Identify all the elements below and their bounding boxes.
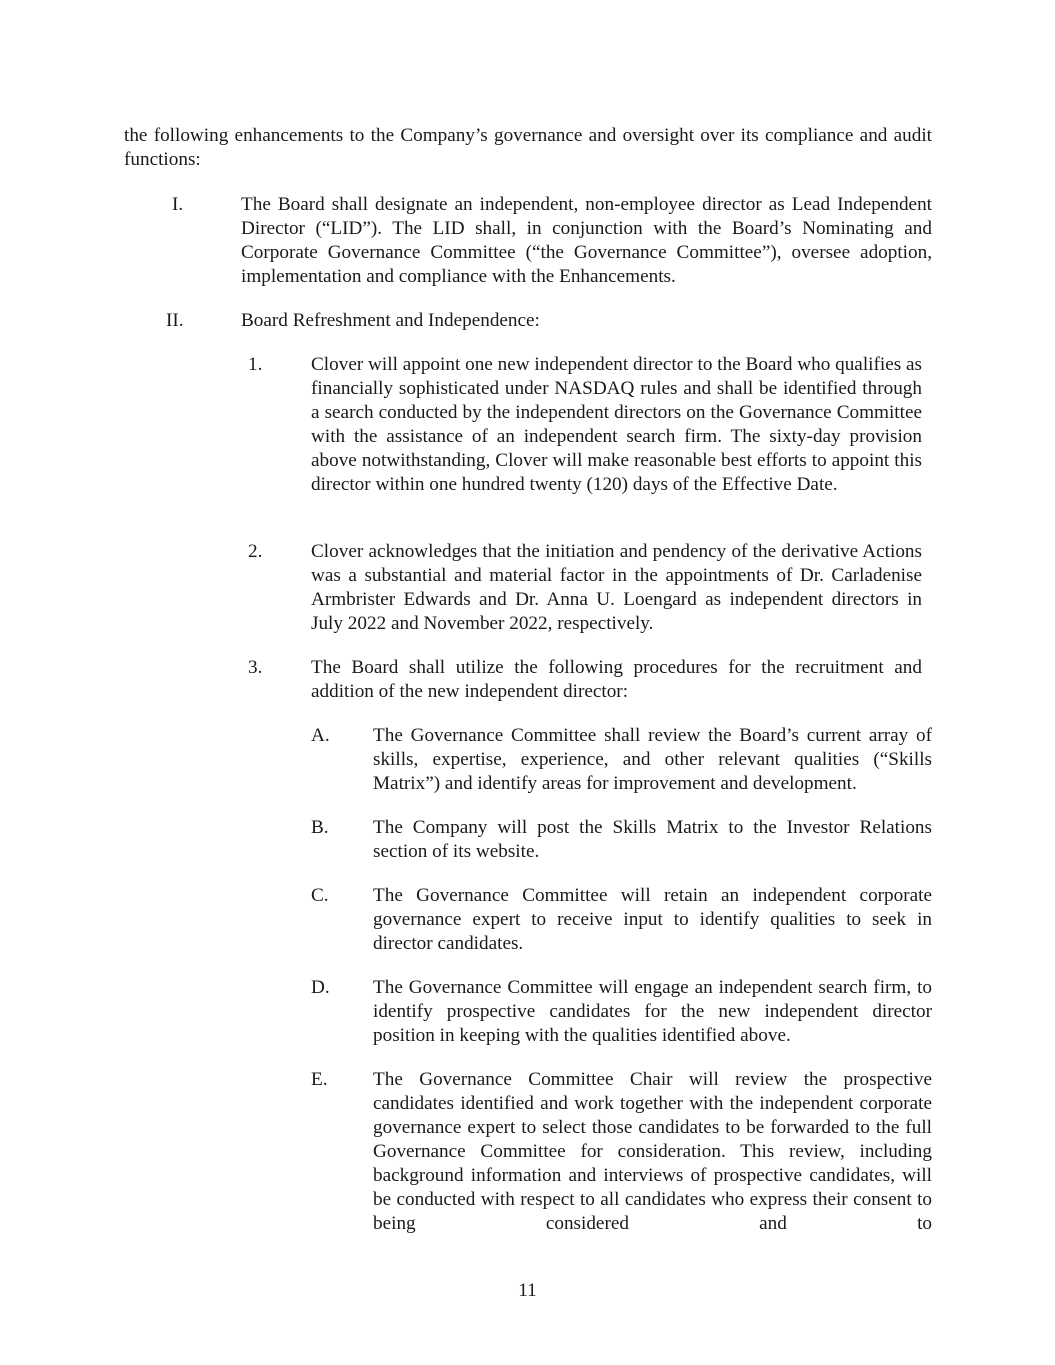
item-marker-1: 1. [248, 354, 263, 375]
subitem-text-e: The Governance Committee Chair will review the prospective candidates identified and work together with the independent corporate governance expert to select those candidates to be forwarded to the full Governance Committee for consideration. This review, including background information and interviews of prospective candidates, will be conducted with respect to all candidates who express their consent to being considered and to [373, 1069, 932, 1234]
intro-paragraph: the following enhancements to the Company’s governance and oversight over its compliance and audit functions: [124, 125, 932, 170]
item-text-3: The Board shall utilize the following procedures for the recruitment and addition of the new independent director: [311, 657, 922, 702]
subitem-marker-b: B. [311, 817, 329, 838]
subitem-marker-d: D. [311, 977, 330, 998]
item-marker-3: 3. [248, 657, 263, 678]
subitem-text-b: The Company will post the Skills Matrix to the Investor Relations section of its website. [373, 817, 932, 862]
subitem-marker-c: C. [311, 885, 329, 906]
page-number: 11 [518, 1280, 537, 1301]
item-text-2: Clover acknowledges that the initiation and pendency of the derivative Actions was a substantial and material factor in the appointments of Dr. Carladenise Armbrister Edwards and Dr. Anna U. Loengard as independent directors in July 2022 and November 2022, respectively. [311, 541, 922, 634]
subitem-marker-e: E. [311, 1069, 328, 1090]
section-marker-i: I. [172, 194, 184, 215]
section-marker-ii: II. [166, 310, 184, 331]
item-text-1: Clover will appoint one new independent director to the Board who qualifies as financially sophisticated under NASDAQ rules and shall be identified through a search conducted by the independent directors on the Governance Committee with the assistance of an independent search firm. The sixty-day provision above notwithstanding, Clover will make reasonable best efforts to appoint this director within one hundred twenty (120) days of the Effective Date. [311, 354, 922, 495]
subitem-text-c: The Governance Committee will retain an independent corporate governance expert to receive input to identify qualities to seek in director candidates. [373, 885, 932, 954]
item-marker-2: 2. [248, 541, 263, 562]
subitem-text-d: The Governance Committee will engage an independent search firm, to identify prospective candidates for the new independent director position in keeping with the qualities identified above. [373, 977, 932, 1046]
section-text-i: The Board shall designate an independent, non-employee director as Lead Independent Director (“LID”). The LID shall, in conjunction with the Board’s Nominating and Corporate Governance Committee (“the Governance Committee”), oversee adoption, implementation and compliance with the Enhancements. [241, 194, 932, 287]
section-text-ii: Board Refreshment and Independence: [241, 310, 540, 331]
subitem-text-a: The Governance Committee shall review the Board’s current array of skills, expertise, experience, and other relevant qualities (“Skills Matrix”) and identify areas for improvement and development. [373, 725, 932, 794]
subitem-marker-a: A. [311, 725, 330, 746]
